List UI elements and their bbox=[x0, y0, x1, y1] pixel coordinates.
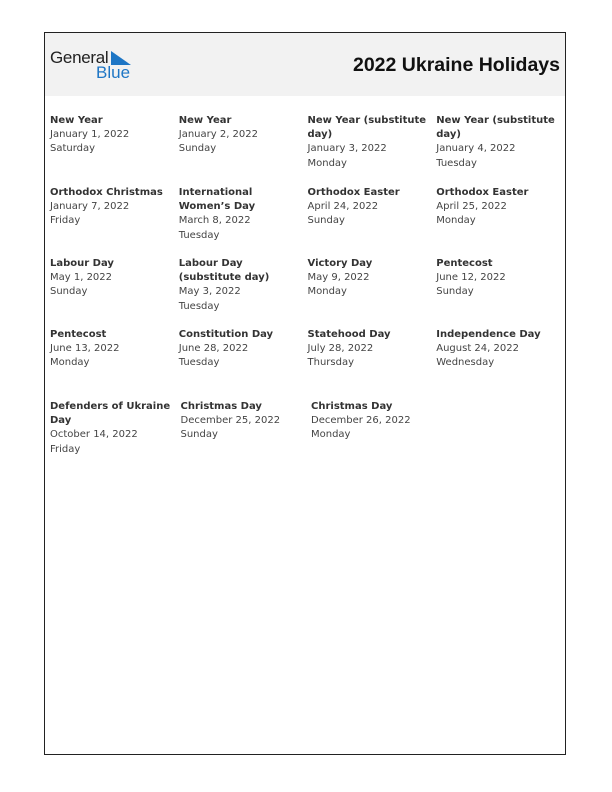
holiday-entry bbox=[308, 114, 437, 186]
header-band bbox=[45, 33, 565, 96]
holiday-weekday: Monday bbox=[436, 215, 476, 227]
holiday-date: April 24, 2022 bbox=[307, 201, 379, 213]
holiday-weekday: Sunday bbox=[436, 286, 474, 298]
page-frame bbox=[44, 32, 566, 755]
logo-general-text: General bbox=[50, 48, 109, 67]
holiday-name: Statehood Day bbox=[307, 329, 391, 340]
holiday-name: Defenders of Ukraine Day bbox=[50, 401, 171, 427]
holiday-entry bbox=[308, 257, 437, 328]
holiday-weekday: Tuesday bbox=[178, 229, 220, 241]
holiday-weekday: Tuesday bbox=[436, 157, 477, 169]
holiday-date: June 28, 2022 bbox=[178, 343, 249, 355]
holiday-date: June 13, 2022 bbox=[50, 343, 120, 355]
holiday-name: New Year bbox=[50, 115, 103, 126]
holiday-date: August 24, 2022 bbox=[436, 343, 519, 355]
holiday-weekday: Friday bbox=[50, 215, 81, 227]
holiday-name: New Year (substitute day) bbox=[307, 115, 427, 141]
logo-blue-text: Blue bbox=[96, 63, 131, 82]
holiday-weekday: Monday bbox=[307, 157, 347, 169]
holiday-date: January 4, 2022 bbox=[436, 143, 516, 155]
holiday-date: January 2, 2022 bbox=[178, 129, 259, 141]
holiday-entry bbox=[308, 186, 437, 257]
holiday-date: January 3, 2022 bbox=[307, 143, 387, 155]
holiday-weekday: Tuesday bbox=[178, 357, 220, 369]
holiday-entry bbox=[50, 257, 179, 328]
holiday-weekday: Thursday bbox=[307, 357, 354, 369]
holiday-entry bbox=[436, 257, 565, 328]
holiday-weekday: Sunday bbox=[180, 429, 218, 441]
holiday-name: Constitution Day bbox=[178, 329, 274, 340]
holiday-entry bbox=[181, 400, 312, 470]
holiday-entry bbox=[50, 114, 179, 186]
holiday-entry bbox=[179, 186, 308, 257]
holiday-date: December 25, 2022 bbox=[180, 415, 281, 427]
holiday-weekday: Sunday bbox=[178, 143, 217, 155]
holiday-weekday: Tuesday bbox=[178, 300, 220, 312]
holiday-entry bbox=[179, 328, 308, 400]
generalblue-logo bbox=[50, 49, 140, 83]
holiday-date: July 28, 2022 bbox=[307, 343, 374, 355]
holiday-name: Christmas Day bbox=[180, 401, 262, 412]
holiday-name: Orthodox Easter bbox=[307, 187, 400, 198]
holiday-row bbox=[50, 186, 565, 257]
holiday-entry bbox=[179, 114, 308, 186]
holiday-name: Christmas Day bbox=[311, 401, 393, 412]
holiday-weekday: Wednesday bbox=[436, 357, 495, 369]
holiday-name: New Year bbox=[178, 115, 232, 126]
holiday-row bbox=[50, 257, 565, 328]
holiday-entry bbox=[50, 328, 179, 400]
holiday-date: May 1, 2022 bbox=[50, 272, 113, 284]
holiday-name: Pentecost bbox=[436, 258, 493, 269]
holiday-name: Orthodox Easter bbox=[436, 187, 529, 198]
document-title: 2022 Ukraine Holidays bbox=[352, 54, 560, 76]
holiday-date: January 1, 2022 bbox=[50, 129, 130, 141]
holiday-weekday: Saturday bbox=[50, 143, 96, 155]
holiday-name: Labour Day (substitute day) bbox=[178, 258, 270, 284]
holiday-entry bbox=[436, 328, 565, 400]
holiday-entry bbox=[50, 186, 179, 257]
holiday-row bbox=[50, 114, 565, 186]
holiday-weekday: Sunday bbox=[307, 215, 345, 227]
holiday-date: March 8, 2022 bbox=[178, 215, 251, 227]
holiday-weekday: Friday bbox=[50, 443, 81, 455]
holiday-name: New Year (substitute day) bbox=[436, 115, 555, 141]
holiday-date: January 7, 2022 bbox=[50, 201, 130, 213]
holiday-weekday: Monday bbox=[50, 357, 90, 369]
holiday-entry bbox=[308, 328, 437, 400]
holiday-date: October 14, 2022 bbox=[50, 429, 138, 441]
holiday-name: Independence Day bbox=[436, 329, 541, 340]
holiday-name: Victory Day bbox=[307, 258, 373, 269]
holiday-name: International Women’s Day bbox=[178, 187, 256, 213]
holiday-date: May 3, 2022 bbox=[178, 286, 241, 298]
holiday-weekday: Monday bbox=[311, 429, 351, 441]
holiday-row bbox=[50, 400, 565, 470]
holiday-date: May 9, 2022 bbox=[307, 272, 370, 284]
holiday-date: December 26, 2022 bbox=[311, 415, 411, 427]
holiday-name: Pentecost bbox=[50, 329, 107, 340]
holiday-weekday: Monday bbox=[307, 286, 347, 298]
holiday-name: Orthodox Christmas bbox=[50, 187, 163, 198]
holiday-weekday: Sunday bbox=[50, 286, 88, 298]
holiday-date: April 25, 2022 bbox=[436, 201, 507, 213]
holiday-row bbox=[50, 328, 565, 400]
holiday-name: Labour Day bbox=[50, 258, 114, 269]
holiday-entry bbox=[436, 114, 565, 186]
holiday-entry bbox=[50, 400, 181, 470]
holiday-date: June 12, 2022 bbox=[436, 272, 506, 284]
holiday-entry bbox=[436, 186, 565, 257]
holiday-entry bbox=[179, 257, 308, 328]
holiday-grid bbox=[50, 114, 565, 470]
holiday-entry bbox=[311, 400, 442, 470]
